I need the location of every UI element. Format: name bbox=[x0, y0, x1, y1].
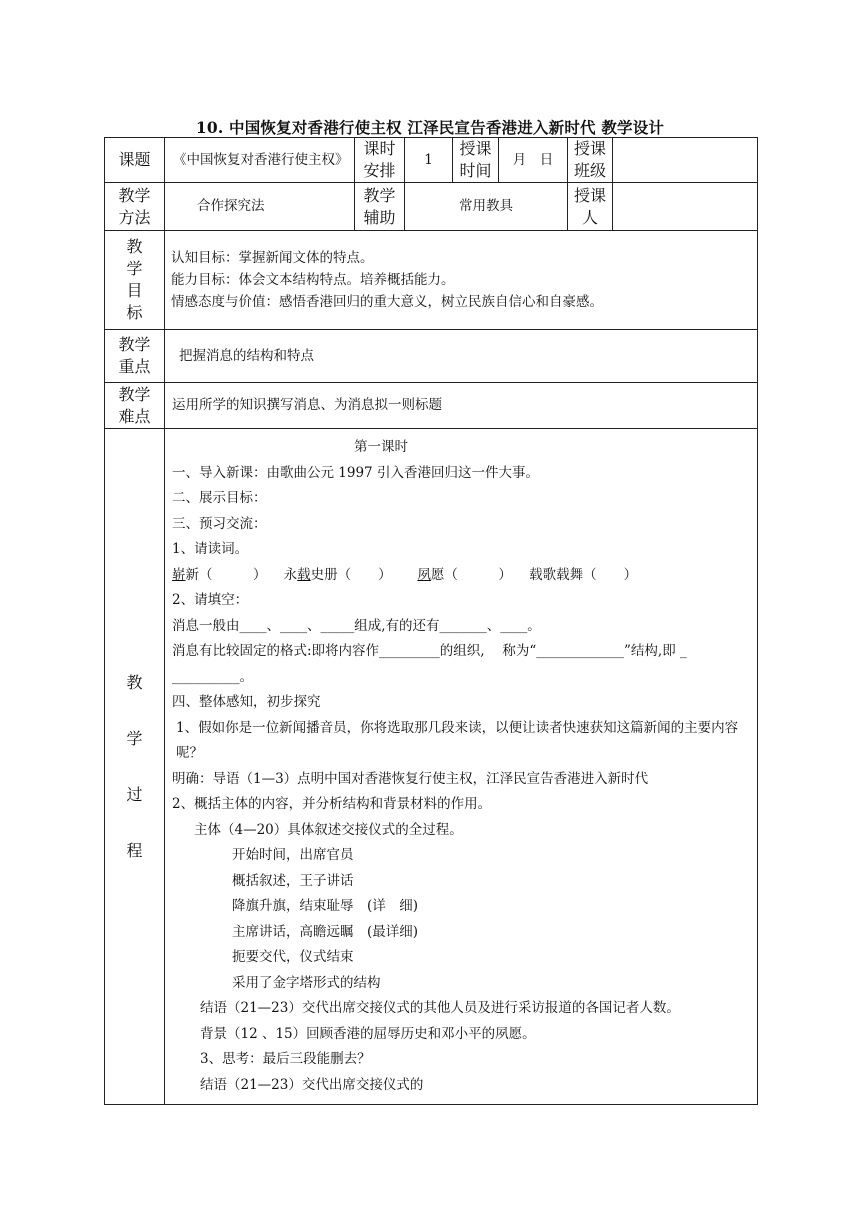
word-2: 永载史册（ ） bbox=[283, 566, 392, 583]
body-item-5: 扼要交代，仪式结束 bbox=[232, 949, 354, 965]
class-group-value bbox=[613, 138, 758, 183]
body-summary: 主体（4—20）具体叙述交接仪式的全过程。 bbox=[194, 821, 463, 838]
document-title: 10. 中国恢复对香港行使主权 江泽民宣告香港进入新时代 教学设计 bbox=[195, 118, 665, 137]
process-content bbox=[165, 429, 758, 1105]
question-3: 3、思考：最后三段能删去？ bbox=[200, 1051, 371, 1067]
difficulty-text: 运用所学的知识撰写消息、为消息拟一则标题 bbox=[165, 383, 758, 429]
body-item-6: 采用了金字塔形式的结构 bbox=[232, 974, 381, 991]
key-point-label: 教学重点 bbox=[105, 330, 165, 383]
fill-line-2: 消息有比较固定的格式:即将内容作_________的组织, 称为“_____________”结构,即 _ bbox=[172, 643, 687, 659]
row-difficulty bbox=[105, 383, 758, 429]
word-3: 夙愿（ ） bbox=[417, 566, 512, 583]
step-goals: 二、展示目标： bbox=[172, 490, 267, 506]
course-value: 《中国恢复对香港行使主权》 bbox=[165, 138, 355, 183]
period-label: 课时安排 bbox=[355, 138, 405, 183]
goals-content bbox=[165, 231, 758, 330]
lesson-plan-table bbox=[104, 137, 758, 1105]
question-1: 1、假如你是一位新闻播音员，你将选取那几段来读，以便让读者快速获知这篇新闻的主要内容呢？ bbox=[176, 719, 739, 761]
method-label: 教学方法 bbox=[105, 183, 165, 231]
step-intro: 一、导入新课：由歌曲公元 1997 引入香港回归这一件大事。 bbox=[172, 464, 539, 481]
difficulty-label: 教学难点 bbox=[105, 383, 165, 429]
goals-label: 教 学 目 标 bbox=[105, 231, 165, 330]
row-process bbox=[105, 429, 758, 1105]
ending-note: 结语（21—23）交代出席交接仪式的其他人员及进行采访报道的各国记者人数。 bbox=[200, 1000, 680, 1016]
task-fill-blanks: 2、请填空： bbox=[172, 592, 249, 608]
goal-emotion: 情感态度与价值：感悟香港回归的重大意义，树立民族自信心和自豪感。 bbox=[171, 294, 603, 310]
task-read-words: 1、请读词。 bbox=[172, 541, 249, 557]
method-value: 合作探究法 bbox=[165, 183, 355, 231]
background-note: 背景（12 、15）回顾香港的屈辱历史和邓小平的夙愿。 bbox=[200, 1025, 536, 1042]
class-group-label: 授课班级 bbox=[568, 138, 613, 183]
body-item-2: 概括叙述，王子讲话 bbox=[232, 872, 354, 889]
teacher-value bbox=[613, 183, 758, 231]
aid-label: 教学辅助 bbox=[355, 183, 405, 231]
body-item-4: 主席讲话，高瞻远瞩 (最详细) bbox=[232, 923, 419, 940]
word-list bbox=[172, 563, 753, 589]
body-item-3: 降旗升旗，结束耻辱 (详 细) bbox=[232, 898, 419, 914]
period-value: 1 bbox=[405, 138, 453, 183]
row-method bbox=[105, 183, 758, 231]
goal-cognitive: 认知目标：掌握新闻文体的特点。 bbox=[171, 250, 374, 266]
key-point-text: 把握消息的结构和特点 bbox=[165, 330, 758, 383]
question-2: 2、概括主体的内容，并分析结构和背景材料的作用。 bbox=[172, 796, 492, 812]
word-1: 崭新（ ） bbox=[172, 566, 267, 583]
class-time-label: 授课时间 bbox=[453, 138, 499, 183]
process-label: 教 学 过 程 bbox=[105, 429, 165, 1105]
fill-line-1: 消息一般由____、____、_____组成,有的还有_______、____。 bbox=[172, 617, 541, 634]
teacher-label: 授课人 bbox=[568, 183, 613, 231]
body-item-1: 开始时间，出席官员 bbox=[232, 847, 354, 863]
course-label: 课题 bbox=[105, 138, 165, 183]
step-overview: 四、整体感知，初步探究 bbox=[172, 694, 321, 710]
ending-note-2: 结语（21—23）交代出席交接仪式的 bbox=[200, 1076, 424, 1093]
row-goals bbox=[105, 231, 758, 330]
fill-line-3: __________。 bbox=[172, 668, 253, 685]
step-preview: 三、预习交流： bbox=[172, 515, 267, 532]
goal-ability: 能力目标：体会文本结构特点。培养概括能力。 bbox=[171, 272, 455, 288]
row-course bbox=[105, 138, 758, 183]
word-4: 载歌载舞（ ） bbox=[529, 566, 638, 583]
class-time-value: 月 日 bbox=[499, 138, 568, 183]
lesson-title: 第一课时 bbox=[354, 439, 408, 455]
aid-value: 常用教具 bbox=[405, 183, 568, 231]
row-key-point bbox=[105, 330, 758, 383]
answer-1: 明确：导语（1—3）点明中国对香港恢复行使主权，江泽民宣告香港进入新时代 bbox=[172, 770, 649, 787]
